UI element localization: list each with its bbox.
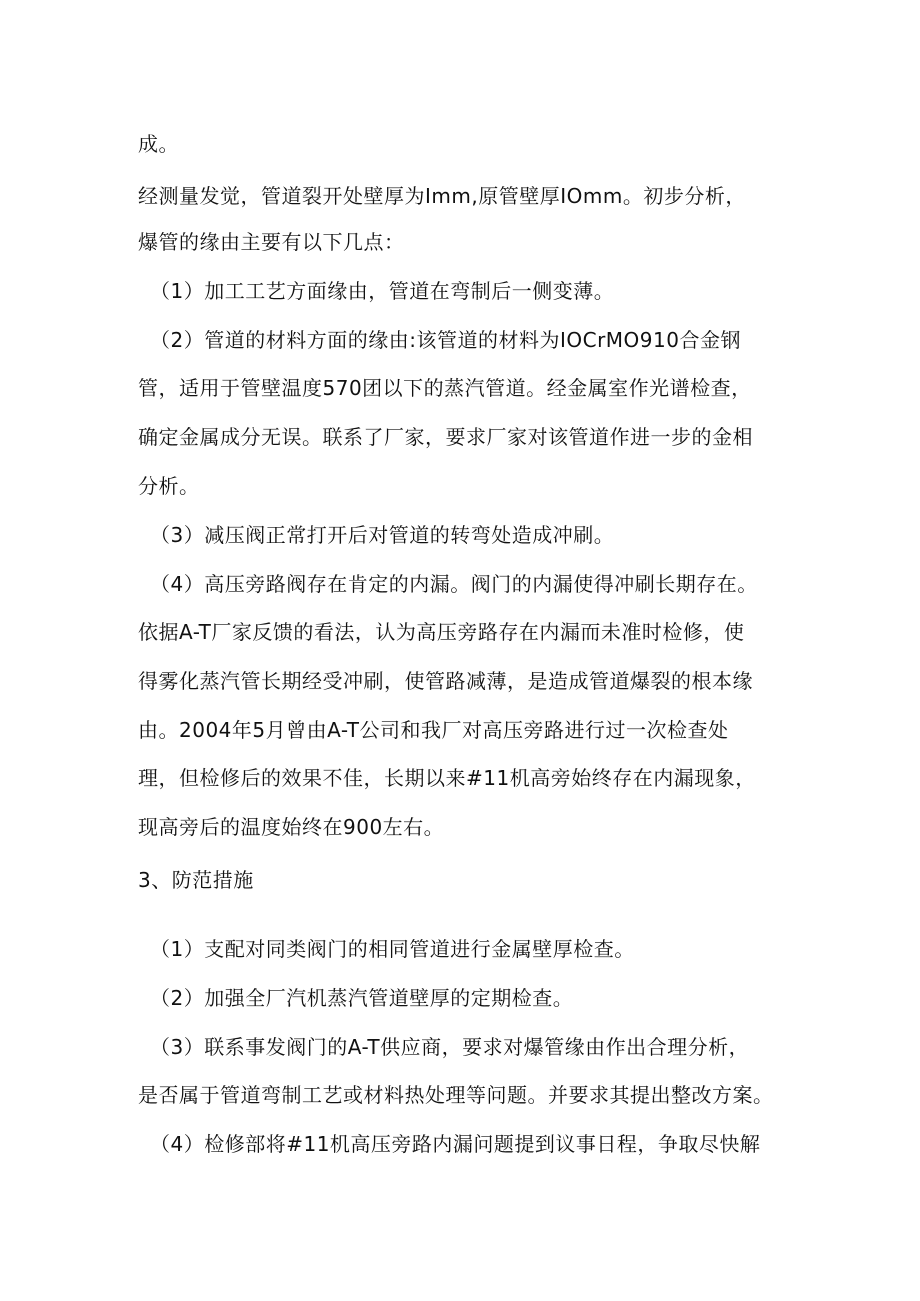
list-item: （2）加强全厂汽机蒸汽管道壁厚的定期检查。 xyxy=(150,986,574,1010)
text-line: 现高旁后的温度始终在900左右。 xyxy=(138,815,445,839)
text-line: 依据A-T厂家反馈的看法，认为高压旁路存在内漏而未准时检修，使 xyxy=(138,620,745,644)
text-line: 确定金属成分无误。联系了厂家，要求厂家对该管道作进一步的金相 xyxy=(138,425,753,449)
list-item: （4）检修部将#11机高压旁路内漏问题提到议事日程，争取尽快解 xyxy=(150,1132,761,1156)
list-item: （2）管道的材料方面的缘由:该管道的材料为IOCrMO910合金钢 xyxy=(150,328,741,352)
text-line: 得雾化蒸汽管长期经受冲刷，使管路减薄，是造成管道爆裂的根本缘 xyxy=(138,669,753,693)
text-line: 由。2004年5月曾由A-T公司和我厂对高压旁路进行过一次检查处 xyxy=(138,718,729,742)
section-heading: 3、防范措施 xyxy=(138,868,254,892)
list-item: （3）联系事发阀门的A-T供应商，要求对爆管缘由作出合理分析， xyxy=(150,1035,750,1059)
list-item: （1）加工工艺方面缘由，管道在弯制后一侧变薄。 xyxy=(150,279,615,303)
text-line: 经测量发觉，管道裂开处壁厚为Imm,原管壁厚IOmm。初步分析， xyxy=(138,184,746,208)
text-line: 分析。 xyxy=(138,474,200,498)
text-line: 成。 xyxy=(138,132,179,156)
list-item: （1）支配对同类阀门的相同管道进行金属壁厚检查。 xyxy=(150,937,635,961)
text-line: 管，适用于管壁温度570团以下的蒸汽管道。经金属室作光谱检查， xyxy=(138,376,752,400)
text-line: 爆管的缘由主要有以下几点： xyxy=(138,230,405,254)
list-item: （4）高压旁路阀存在肯定的内漏。阀门的内漏使得冲刷长期存在。 xyxy=(150,572,758,596)
text-line: 理，但检修后的效果不佳，长期以来#11机高旁始终存在内漏现象， xyxy=(138,766,756,790)
text-line: 是否属于管道弯制工艺或材料热处理等问题。并要求其提出整改方案。 xyxy=(138,1083,774,1107)
list-item: （3）减压阀正常打开后对管道的转弯处造成冲刷。 xyxy=(150,523,615,547)
